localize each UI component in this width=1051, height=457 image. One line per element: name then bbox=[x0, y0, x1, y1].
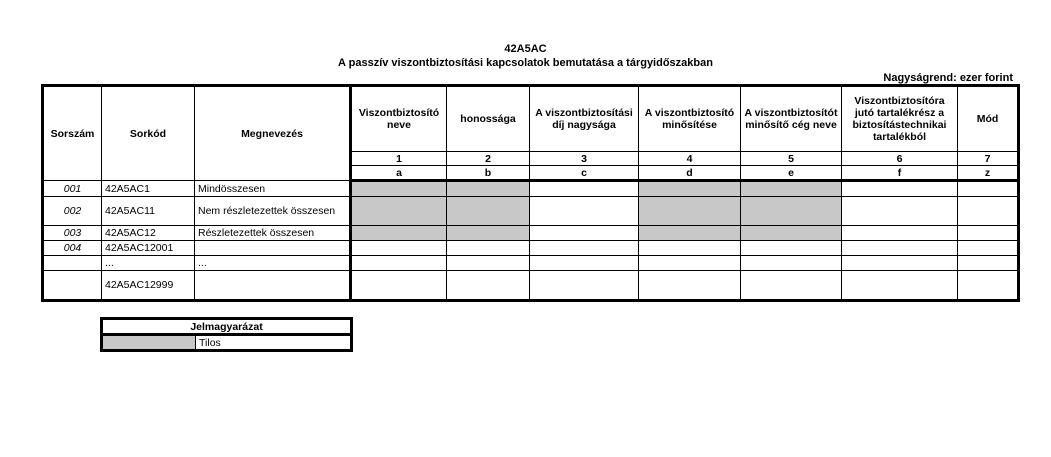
row-sorkod: 42A5AC1 bbox=[102, 181, 195, 197]
row-sorszam: 003 bbox=[43, 226, 102, 241]
row-sorkod: 42A5AC12001 bbox=[102, 241, 195, 256]
header-col-1: Viszontbiztosító neve bbox=[351, 86, 447, 152]
cell-input[interactable] bbox=[958, 241, 1019, 256]
table-row bbox=[43, 181, 1019, 197]
cell-input[interactable] bbox=[842, 271, 958, 301]
header-col-4: A viszontbiztosító minősítése bbox=[639, 86, 741, 152]
cell-input[interactable] bbox=[530, 226, 639, 241]
header-col-2: honossága bbox=[447, 86, 530, 152]
col-num-1: 1 bbox=[351, 152, 447, 166]
cell-input[interactable] bbox=[842, 256, 958, 271]
row-megnevezes: Nem részletezettek összesen bbox=[195, 197, 351, 226]
table-row bbox=[43, 226, 1019, 241]
cell-input[interactable] bbox=[958, 271, 1019, 301]
cell-input[interactable] bbox=[351, 271, 447, 301]
col-letter-f: f bbox=[842, 166, 958, 181]
cell-input[interactable] bbox=[639, 271, 741, 301]
cell-forbidden bbox=[447, 181, 530, 197]
cell-input[interactable] bbox=[447, 241, 530, 256]
form-title: A passzív viszontbiztosítási kapcsolatok bemutatása a tárgyidőszakban bbox=[338, 57, 713, 69]
row-sorszam: 001 bbox=[43, 181, 102, 197]
col-num-6: 6 bbox=[842, 152, 958, 166]
cell-forbidden bbox=[351, 197, 447, 226]
cell-input[interactable] bbox=[351, 256, 447, 271]
cell-input[interactable] bbox=[351, 241, 447, 256]
col-letter-e: e bbox=[741, 166, 842, 181]
header-col-5: A viszontbiztosítót minősítő cég neve bbox=[741, 86, 842, 152]
row-sorkod: ... bbox=[102, 256, 195, 271]
row-sorkod: 42A5AC12 bbox=[102, 226, 195, 241]
report-table bbox=[41, 84, 1020, 302]
row-sorkod: 42A5AC12999 bbox=[102, 271, 195, 301]
table-row bbox=[43, 256, 1019, 271]
cell-input[interactable] bbox=[530, 181, 639, 197]
header-col-7: Mód bbox=[958, 86, 1019, 152]
form-code: 42A5AC bbox=[504, 43, 547, 55]
header-col-6: Viszontbiztosítóra jutó tartalékrész a biztosítástechnikai tartalékból bbox=[842, 86, 958, 152]
cell-input[interactable] bbox=[958, 181, 1019, 197]
cell-input[interactable] bbox=[958, 226, 1019, 241]
legend-label: Tilos bbox=[196, 335, 352, 351]
row-sorszam: 004 bbox=[43, 241, 102, 256]
col-letter-a: a bbox=[351, 166, 447, 181]
row-sorszam bbox=[43, 271, 102, 301]
col-letter-d: d bbox=[639, 166, 741, 181]
col-num-3: 3 bbox=[530, 152, 639, 166]
cell-input[interactable] bbox=[842, 226, 958, 241]
col-num-4: 4 bbox=[639, 152, 741, 166]
row-megnevezes bbox=[195, 271, 351, 301]
cell-input[interactable] bbox=[530, 197, 639, 226]
cell-forbidden bbox=[741, 181, 842, 197]
row-megnevezes: Mindösszesen bbox=[195, 181, 351, 197]
table-row bbox=[43, 197, 1019, 226]
table-row bbox=[43, 241, 1019, 256]
unit-label: Nagyságrend: ezer forint bbox=[883, 72, 1013, 84]
cell-input[interactable] bbox=[639, 241, 741, 256]
cell-forbidden bbox=[639, 226, 741, 241]
row-sorszam bbox=[43, 256, 102, 271]
header-sorkod: Sorkód bbox=[102, 86, 195, 181]
row-sorkod: 42A5AC11 bbox=[102, 197, 195, 226]
cell-input[interactable] bbox=[447, 256, 530, 271]
cell-input[interactable] bbox=[842, 181, 958, 197]
cell-forbidden bbox=[351, 226, 447, 241]
col-letter-z: z bbox=[958, 166, 1019, 181]
cell-forbidden bbox=[639, 197, 741, 226]
cell-forbidden bbox=[741, 197, 842, 226]
cell-input[interactable] bbox=[958, 256, 1019, 271]
cell-forbidden bbox=[447, 226, 530, 241]
cell-forbidden bbox=[351, 181, 447, 197]
cell-input[interactable] bbox=[842, 241, 958, 256]
cell-forbidden bbox=[639, 181, 741, 197]
cell-input[interactable] bbox=[741, 241, 842, 256]
cell-input[interactable] bbox=[447, 271, 530, 301]
header-megnevezes: Megnevezés bbox=[195, 86, 351, 181]
legend-swatch bbox=[102, 335, 196, 351]
cell-input[interactable] bbox=[741, 271, 842, 301]
row-sorszam: 002 bbox=[43, 197, 102, 226]
cell-input[interactable] bbox=[530, 271, 639, 301]
col-num-5: 5 bbox=[741, 152, 842, 166]
cell-forbidden bbox=[741, 226, 842, 241]
cell-input[interactable] bbox=[741, 256, 842, 271]
cell-input[interactable] bbox=[530, 241, 639, 256]
table-row bbox=[43, 271, 1019, 301]
legend-title: Jelmagyarázat bbox=[102, 319, 352, 335]
header-sorszam: Sorszám bbox=[43, 86, 102, 181]
cell-input[interactable] bbox=[842, 197, 958, 226]
row-megnevezes: ... bbox=[195, 256, 351, 271]
cell-input[interactable] bbox=[958, 197, 1019, 226]
col-num-2: 2 bbox=[447, 152, 530, 166]
cell-forbidden bbox=[447, 197, 530, 226]
col-letter-b: b bbox=[447, 166, 530, 181]
col-letter-c: c bbox=[530, 166, 639, 181]
header-col-3: A viszontbiztosítási díj nagysága bbox=[530, 86, 639, 152]
col-num-7: 7 bbox=[958, 152, 1019, 166]
legend-table bbox=[100, 317, 353, 352]
cell-input[interactable] bbox=[639, 256, 741, 271]
row-megnevezes: Részletezettek összesen bbox=[195, 226, 351, 241]
cell-input[interactable] bbox=[530, 256, 639, 271]
row-megnevezes bbox=[195, 241, 351, 256]
